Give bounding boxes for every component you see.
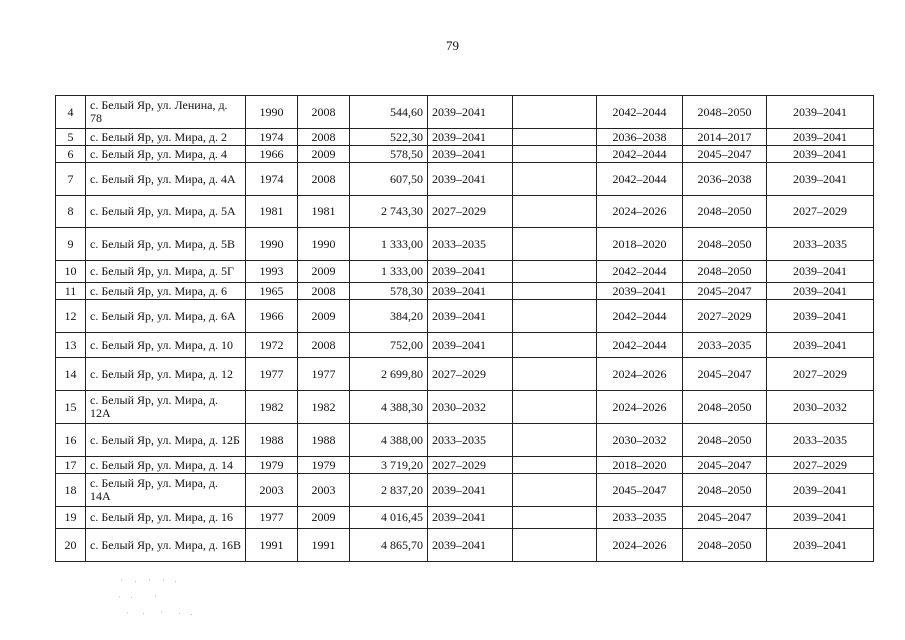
year-built-cell: 1977 bbox=[246, 507, 298, 529]
period-3-cell: 2042–2044 bbox=[597, 333, 683, 358]
period-1-cell: 2027–2029 bbox=[428, 196, 513, 228]
area-cell: 578,30 bbox=[350, 283, 428, 300]
year-built-cell: 1966 bbox=[246, 300, 298, 333]
address-cell: с. Белый Яр, ул. Мира, д. 16В bbox=[86, 529, 246, 562]
address-cell: с. Белый Яр, ул. Мира, д. 2 bbox=[86, 129, 246, 146]
area-cell: 1 333,00 bbox=[350, 261, 428, 283]
table-row bbox=[56, 358, 874, 391]
period-2-cell bbox=[513, 507, 597, 529]
table-body bbox=[56, 96, 874, 562]
year-overhaul-cell: 2009 bbox=[298, 300, 350, 333]
period-5-cell: 2039–2041 bbox=[767, 474, 874, 507]
period-4-cell: 2045–2047 bbox=[683, 507, 767, 529]
period-4-cell: 2048–2050 bbox=[683, 529, 767, 562]
row-number: 12 bbox=[56, 300, 86, 333]
period-1-cell: 2027–2029 bbox=[428, 457, 513, 474]
table-row bbox=[56, 474, 874, 507]
table-row bbox=[56, 196, 874, 228]
period-2-cell bbox=[513, 283, 597, 300]
period-5-cell: 2027–2029 bbox=[767, 358, 874, 391]
row-number: 10 bbox=[56, 261, 86, 283]
period-4-cell: 2027–2029 bbox=[683, 300, 767, 333]
area-cell: 607,50 bbox=[350, 163, 428, 196]
year-overhaul-cell: 2009 bbox=[298, 507, 350, 529]
period-3-cell: 2018–2020 bbox=[597, 228, 683, 261]
period-4-cell: 2048–2050 bbox=[683, 474, 767, 507]
year-overhaul-cell: 2008 bbox=[298, 96, 350, 129]
period-5-cell: 2030–2032 bbox=[767, 391, 874, 424]
period-1-cell: 2039–2041 bbox=[428, 146, 513, 163]
table-row bbox=[56, 261, 874, 283]
period-2-cell bbox=[513, 163, 597, 196]
period-3-cell: 2042–2044 bbox=[597, 96, 683, 129]
address-cell: с. Белый Яр, ул. Мира, д. 5Г bbox=[86, 261, 246, 283]
table-row bbox=[56, 129, 874, 146]
housing-table bbox=[55, 95, 874, 562]
year-built-cell: 1991 bbox=[246, 529, 298, 562]
period-5-cell: 2039–2041 bbox=[767, 163, 874, 196]
area-cell: 4 388,00 bbox=[350, 424, 428, 457]
address-cell: с. Белый Яр, ул. Мира, д. 5В bbox=[86, 228, 246, 261]
period-2-cell bbox=[513, 96, 597, 129]
year-built-cell: 1990 bbox=[246, 96, 298, 129]
table-row bbox=[56, 163, 874, 196]
year-overhaul-cell: 1988 bbox=[298, 424, 350, 457]
address-cell: с. Белый Яр, ул. Мира, д. 12Б bbox=[86, 424, 246, 457]
row-number: 15 bbox=[56, 391, 86, 424]
area-cell: 1 333,00 bbox=[350, 228, 428, 261]
area-cell: 544,60 bbox=[350, 96, 428, 129]
row-number: 5 bbox=[56, 129, 86, 146]
address-cell: с. Белый Яр, ул. Мира, д. 5А bbox=[86, 196, 246, 228]
row-number: 17 bbox=[56, 457, 86, 474]
period-2-cell bbox=[513, 474, 597, 507]
year-built-cell: 1988 bbox=[246, 424, 298, 457]
area-cell: 752,00 bbox=[350, 333, 428, 358]
period-1-cell: 2039–2041 bbox=[428, 163, 513, 196]
period-1-cell: 2039–2041 bbox=[428, 529, 513, 562]
year-overhaul-cell: 1979 bbox=[298, 457, 350, 474]
period-2-cell bbox=[513, 129, 597, 146]
address-cell: с. Белый Яр, ул. Мира, д. 4А bbox=[86, 163, 246, 196]
address-cell: с. Белый Яр, ул. Мира, д. 6А bbox=[86, 300, 246, 333]
area-cell: 578,50 bbox=[350, 146, 428, 163]
period-2-cell bbox=[513, 391, 597, 424]
year-overhaul-cell: 2009 bbox=[298, 146, 350, 163]
year-built-cell: 1966 bbox=[246, 146, 298, 163]
area-cell: 522,30 bbox=[350, 129, 428, 146]
period-1-cell: 2039–2041 bbox=[428, 507, 513, 529]
period-5-cell: 2039–2041 bbox=[767, 529, 874, 562]
row-number: 13 bbox=[56, 333, 86, 358]
period-1-cell: 2033–2035 bbox=[428, 424, 513, 457]
address-cell: с. Белый Яр, ул. Мира, д. 12 bbox=[86, 358, 246, 391]
area-cell: 384,20 bbox=[350, 300, 428, 333]
period-3-cell: 2033–2035 bbox=[597, 507, 683, 529]
address-cell: с. Белый Яр, ул. Мира, д. 10 bbox=[86, 333, 246, 358]
row-number: 20 bbox=[56, 529, 86, 562]
period-4-cell: 2048–2050 bbox=[683, 391, 767, 424]
area-cell: 2 699,80 bbox=[350, 358, 428, 391]
period-3-cell: 2024–2026 bbox=[597, 391, 683, 424]
period-4-cell: 2014–2017 bbox=[683, 129, 767, 146]
year-overhaul-cell: 1991 bbox=[298, 529, 350, 562]
table-row bbox=[56, 507, 874, 529]
period-5-cell: 2033–2035 bbox=[767, 424, 874, 457]
period-2-cell bbox=[513, 333, 597, 358]
row-number: 19 bbox=[56, 507, 86, 529]
period-1-cell: 2039–2041 bbox=[428, 283, 513, 300]
table-row bbox=[56, 391, 874, 424]
year-overhaul-cell: 2008 bbox=[298, 163, 350, 196]
period-3-cell: 2042–2044 bbox=[597, 146, 683, 163]
year-built-cell: 1974 bbox=[246, 129, 298, 146]
table-row bbox=[56, 529, 874, 562]
year-overhaul-cell: 1990 bbox=[298, 228, 350, 261]
period-3-cell: 2024–2026 bbox=[597, 358, 683, 391]
period-1-cell: 2030–2032 bbox=[428, 391, 513, 424]
address-cell: с. Белый Яр, ул. Мира, д. 16 bbox=[86, 507, 246, 529]
period-2-cell bbox=[513, 228, 597, 261]
period-3-cell: 2042–2044 bbox=[597, 163, 683, 196]
area-cell: 3 719,20 bbox=[350, 457, 428, 474]
period-5-cell: 2039–2041 bbox=[767, 333, 874, 358]
year-built-cell: 1972 bbox=[246, 333, 298, 358]
table-row bbox=[56, 146, 874, 163]
period-5-cell: 2027–2029 bbox=[767, 457, 874, 474]
address-cell: с. Белый Яр, ул. Мира, д. 6 bbox=[86, 283, 246, 300]
table-row bbox=[56, 228, 874, 261]
period-4-cell: 2045–2047 bbox=[683, 283, 767, 300]
period-4-cell: 2045–2047 bbox=[683, 146, 767, 163]
period-3-cell: 2042–2044 bbox=[597, 300, 683, 333]
period-4-cell: 2045–2047 bbox=[683, 457, 767, 474]
year-built-cell: 1979 bbox=[246, 457, 298, 474]
period-5-cell: 2027–2029 bbox=[767, 196, 874, 228]
period-4-cell: 2045–2047 bbox=[683, 358, 767, 391]
row-number: 18 bbox=[56, 474, 86, 507]
period-1-cell: 2039–2041 bbox=[428, 96, 513, 129]
area-cell: 4 388,30 bbox=[350, 391, 428, 424]
period-5-cell: 2039–2041 bbox=[767, 146, 874, 163]
year-built-cell: 1982 bbox=[246, 391, 298, 424]
period-5-cell: 2039–2041 bbox=[767, 261, 874, 283]
period-4-cell: 2048–2050 bbox=[683, 96, 767, 129]
year-overhaul-cell: 1982 bbox=[298, 391, 350, 424]
year-overhaul-cell: 2009 bbox=[298, 261, 350, 283]
period-4-cell: 2048–2050 bbox=[683, 424, 767, 457]
row-number: 8 bbox=[56, 196, 86, 228]
period-1-cell: 2039–2041 bbox=[428, 129, 513, 146]
address-cell: с. Белый Яр, ул. Мира, д. 12А bbox=[86, 391, 246, 424]
period-1-cell: 2039–2041 bbox=[428, 300, 513, 333]
period-4-cell: 2048–2050 bbox=[683, 228, 767, 261]
period-3-cell: 2030–2032 bbox=[597, 424, 683, 457]
year-built-cell: 1977 bbox=[246, 358, 298, 391]
period-2-cell bbox=[513, 146, 597, 163]
year-built-cell: 1981 bbox=[246, 196, 298, 228]
period-1-cell: 2027–2029 bbox=[428, 358, 513, 391]
period-2-cell bbox=[513, 457, 597, 474]
period-3-cell: 2045–2047 bbox=[597, 474, 683, 507]
period-1-cell: 2039–2041 bbox=[428, 261, 513, 283]
period-3-cell: 2024–2026 bbox=[597, 529, 683, 562]
period-2-cell bbox=[513, 300, 597, 333]
period-2-cell bbox=[513, 529, 597, 562]
table-row bbox=[56, 96, 874, 129]
address-cell: с. Белый Яр, ул. Мира, д. 4 bbox=[86, 146, 246, 163]
area-cell: 2 743,30 bbox=[350, 196, 428, 228]
table-row bbox=[56, 300, 874, 333]
period-3-cell: 2042–2044 bbox=[597, 261, 683, 283]
period-5-cell: 2039–2041 bbox=[767, 129, 874, 146]
period-3-cell: 2018–2020 bbox=[597, 457, 683, 474]
period-3-cell: 2036–2038 bbox=[597, 129, 683, 146]
period-4-cell: 2036–2038 bbox=[683, 163, 767, 196]
row-number: 4 bbox=[56, 96, 86, 129]
period-2-cell bbox=[513, 424, 597, 457]
year-overhaul-cell: 2008 bbox=[298, 129, 350, 146]
page-number: 79 bbox=[446, 38, 459, 53]
row-number: 6 bbox=[56, 146, 86, 163]
year-built-cell: 1974 bbox=[246, 163, 298, 196]
period-2-cell bbox=[513, 358, 597, 391]
period-5-cell: 2033–2035 bbox=[767, 228, 874, 261]
period-5-cell: 2039–2041 bbox=[767, 507, 874, 529]
year-overhaul-cell: 2008 bbox=[298, 333, 350, 358]
area-cell: 2 837,20 bbox=[350, 474, 428, 507]
period-2-cell bbox=[513, 261, 597, 283]
address-cell: с. Белый Яр, ул. Мира, д. 14 bbox=[86, 457, 246, 474]
period-5-cell: 2039–2041 bbox=[767, 96, 874, 129]
area-cell: 4 016,45 bbox=[350, 507, 428, 529]
row-number: 9 bbox=[56, 228, 86, 261]
year-overhaul-cell: 1977 bbox=[298, 358, 350, 391]
period-4-cell: 2033–2035 bbox=[683, 333, 767, 358]
row-number: 11 bbox=[56, 283, 86, 300]
period-1-cell: 2039–2041 bbox=[428, 333, 513, 358]
row-number: 16 bbox=[56, 424, 86, 457]
year-built-cell: 1965 bbox=[246, 283, 298, 300]
row-number: 14 bbox=[56, 358, 86, 391]
period-1-cell: 2039–2041 bbox=[428, 474, 513, 507]
period-2-cell bbox=[513, 196, 597, 228]
period-4-cell: 2048–2050 bbox=[683, 261, 767, 283]
period-5-cell: 2039–2041 bbox=[767, 300, 874, 333]
period-4-cell: 2048–2050 bbox=[683, 196, 767, 228]
year-built-cell: 1990 bbox=[246, 228, 298, 261]
table-row bbox=[56, 283, 874, 300]
table-row bbox=[56, 333, 874, 358]
year-overhaul-cell: 2008 bbox=[298, 283, 350, 300]
period-5-cell: 2039–2041 bbox=[767, 283, 874, 300]
table-row bbox=[56, 457, 874, 474]
year-overhaul-cell: 1981 bbox=[298, 196, 350, 228]
row-number: 7 bbox=[56, 163, 86, 196]
table-row bbox=[56, 424, 874, 457]
period-3-cell: 2024–2026 bbox=[597, 196, 683, 228]
scan-specks bbox=[115, 578, 195, 618]
period-1-cell: 2033–2035 bbox=[428, 228, 513, 261]
period-3-cell: 2039–2041 bbox=[597, 283, 683, 300]
address-cell: с. Белый Яр, ул. Мира, д. 14А bbox=[86, 474, 246, 507]
year-overhaul-cell: 2003 bbox=[298, 474, 350, 507]
address-cell: с. Белый Яр, ул. Ленина, д. 78 bbox=[86, 96, 246, 129]
year-built-cell: 2003 bbox=[246, 474, 298, 507]
year-built-cell: 1993 bbox=[246, 261, 298, 283]
area-cell: 4 865,70 bbox=[350, 529, 428, 562]
